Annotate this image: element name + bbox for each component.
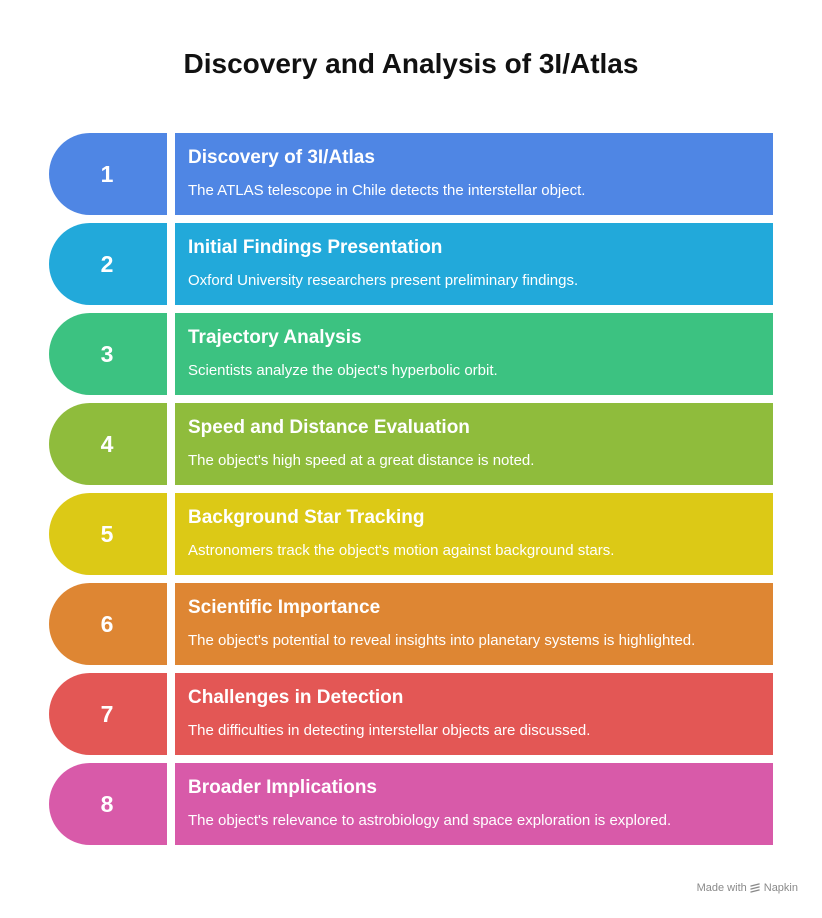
step-number-badge	[49, 223, 167, 305]
step-description: The object's relevance to astrobiology and space exploration is explored.	[188, 812, 672, 829]
step-6	[49, 583, 773, 665]
step-3	[49, 313, 773, 395]
step-7	[49, 673, 773, 755]
step-description: Oxford University researchers present preliminary findings.	[188, 272, 579, 289]
made-with-label: Made with	[696, 882, 747, 894]
step-panel	[175, 223, 773, 305]
step-title: Discovery of 3I/Atlas	[188, 147, 375, 168]
step-number: 7	[100, 700, 114, 727]
step-number: 3	[100, 340, 114, 367]
step-number-badge	[49, 403, 167, 485]
brand-label: Napkin	[763, 882, 798, 894]
step-5	[49, 493, 773, 575]
step-panel	[175, 493, 773, 575]
step-number: 2	[100, 250, 114, 277]
step-panel	[175, 403, 773, 485]
step-title: Scientific Importance	[188, 597, 381, 618]
step-number: 8	[100, 790, 114, 817]
step-description: The ATLAS telescope in Chile detects the interstellar object.	[188, 182, 586, 199]
step-number: 6	[100, 610, 114, 637]
step-panel	[175, 583, 773, 665]
step-panel	[175, 673, 773, 755]
step-description: The difficulties in detecting interstellar objects are discussed.	[188, 722, 591, 739]
step-description: The object's potential to reveal insights into planetary systems is highlighted.	[188, 632, 696, 649]
step-description: The object's high speed at a great distance is noted.	[188, 452, 535, 469]
step-title: Broader Implications	[188, 777, 377, 798]
step-panel	[175, 763, 773, 845]
steps-list	[49, 133, 773, 853]
step-4	[49, 403, 773, 485]
step-description: Scientists analyze the object's hyperbolic orbit.	[188, 362, 498, 379]
page-title: Discovery and Analysis of 3I/Atlas	[183, 48, 639, 79]
step-number-badge	[49, 133, 167, 215]
step-number: 1	[100, 160, 114, 187]
step-number: 5	[100, 520, 114, 547]
step-number-badge	[49, 763, 167, 845]
step-number-badge	[49, 673, 167, 755]
step-number-badge	[49, 493, 167, 575]
step-title: Initial Findings Presentation	[188, 237, 443, 258]
credit	[697, 882, 798, 894]
step-title: Trajectory Analysis	[188, 327, 362, 348]
step-title: Speed and Distance Evaluation	[188, 417, 470, 438]
step-8	[49, 763, 773, 845]
step-title: Background Star Tracking	[188, 507, 425, 528]
step-number-badge	[49, 313, 167, 395]
step-2	[49, 223, 773, 305]
napkin-logo-icon	[750, 883, 761, 894]
step-panel	[175, 133, 773, 215]
step-panel	[175, 313, 773, 395]
step-title: Challenges in Detection	[188, 687, 404, 708]
step-description: Astronomers track the object's motion against background stars.	[188, 542, 615, 559]
step-number-badge	[49, 583, 167, 665]
step-number: 4	[100, 430, 114, 457]
step-1	[49, 133, 773, 215]
